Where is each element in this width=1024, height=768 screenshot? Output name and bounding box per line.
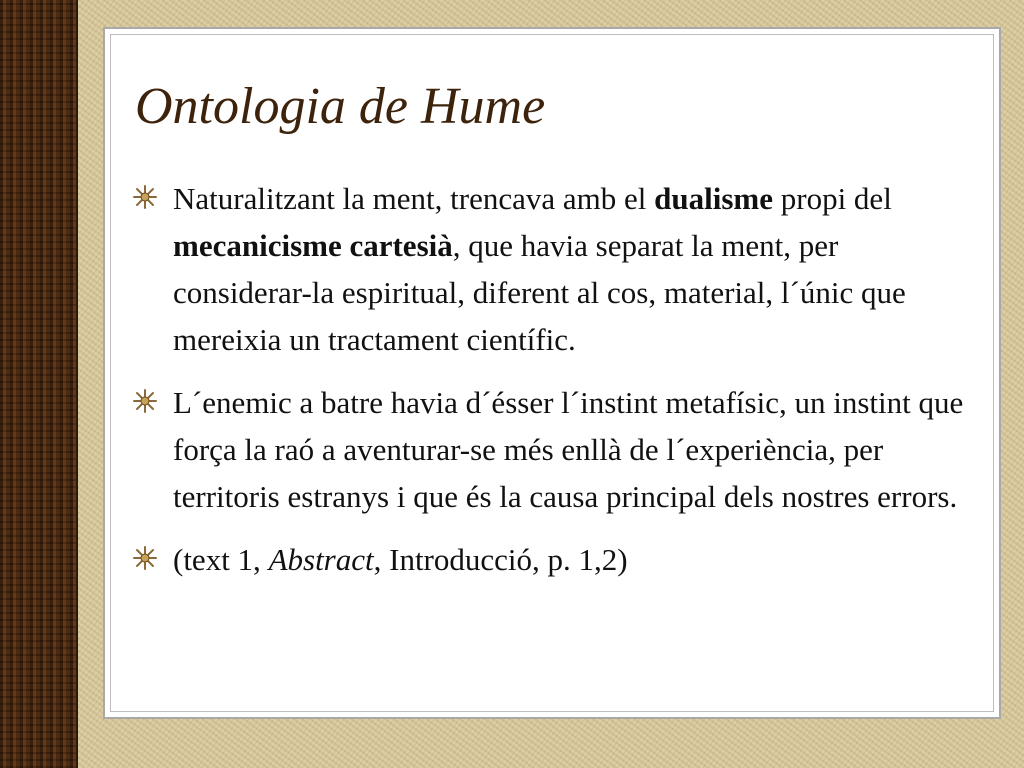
bullet-item bbox=[133, 175, 983, 363]
slide-title: Ontologia de Hume bbox=[135, 78, 546, 135]
bold-term: mecanicisme cartesià bbox=[173, 228, 453, 263]
bullet-list bbox=[133, 175, 983, 599]
starburst-icon bbox=[133, 185, 157, 209]
bullet-text: Naturalitzant la ment, trencava amb el bbox=[173, 181, 655, 216]
bullet-item bbox=[133, 536, 983, 583]
bullet-item bbox=[133, 379, 983, 520]
bullet-text: , Introducció, p. 1,2) bbox=[373, 542, 628, 577]
starburst-icon bbox=[133, 546, 157, 570]
bullet-text: (text 1, bbox=[173, 542, 269, 577]
italic-title: Abstract bbox=[268, 542, 374, 577]
starburst-icon bbox=[133, 389, 157, 413]
bullet-text: L´enemic a batre havia d´ésser l´instint metafísic, un instint que força la raó a aventurar-se més enllà de l´experiència, per territoris estranys i que és la causa principal dels nostres errors. bbox=[173, 385, 964, 514]
wood-texture-strip bbox=[0, 0, 78, 768]
bold-term: dualisme bbox=[654, 181, 773, 216]
slide-content-card bbox=[103, 27, 1001, 719]
bullet-text: propi del bbox=[773, 181, 892, 216]
bullet-text: , que havia separat la ment, per considerar-la espiritual, diferent al cos, material, l´únic que mereixia un tractament científic. bbox=[173, 228, 906, 357]
